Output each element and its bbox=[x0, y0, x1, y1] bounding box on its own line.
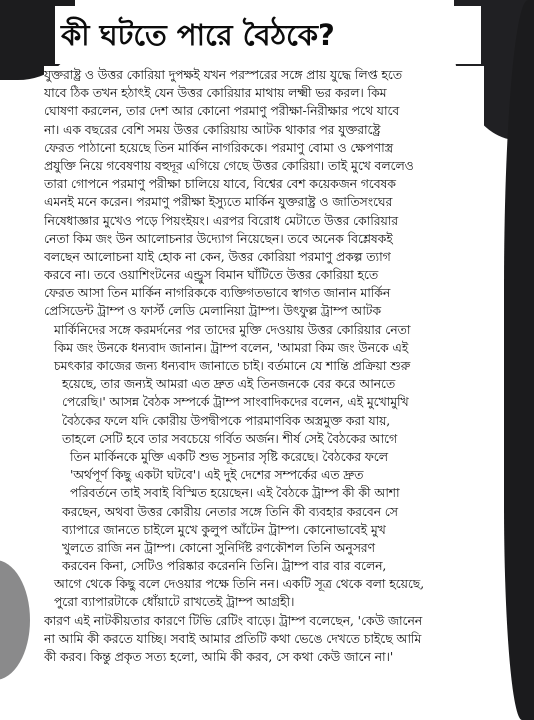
body-line: পেরেছি।' আসন্ন বৈঠক সম্পর্কে ট্রাম্প সাংবাদিকদের বলেন, এই মুখোমুখি bbox=[62, 394, 409, 410]
body-line: না। এক বছরের বেশি সময় উত্তর কোরিয়ায় আটক থাকার পর যুক্তরাষ্ট্রে bbox=[44, 121, 381, 137]
body-line: আগে থেকে কিছু বলে দেওয়ার পক্ষে তিনি নন। একটি সূত্র থেকে বলা হয়েছে, bbox=[54, 576, 425, 592]
body-line: করছেন, অথবা উত্তর কোরীয় নেতার সঙ্গে তিনি কী ব্যবহার করবেন সে bbox=[62, 503, 398, 519]
article-body bbox=[44, 66, 484, 716]
body-line: করবেন কিনা, সেটিও পরিষ্কার করেননি তিনি। ট্রাম্প বার বার বলেন, bbox=[62, 558, 387, 574]
body-line: হয়েছে, তার জন্যই আমরা এত দ্রুত এই তিনজনকে বের করে আনতে bbox=[62, 376, 396, 392]
body-line: খুলতে রাজি নন ট্রাম্প। কোনো সুনির্দিষ্ট রণকৌশল তিনি অনুসরণ bbox=[62, 539, 375, 555]
body-line: কী করব। কিন্তু প্রকৃত সত্য হলো, আমি কী করব, সে কথা কেউ জানে না।' bbox=[44, 649, 394, 664]
body-line: যাবে ঠিক তখন হঠাৎই যেন উত্তর কোরিয়ার মাথায় লক্ষ্মী ভর করল। কিম bbox=[44, 85, 387, 101]
article-headline: কী ঘটতে পারে বৈঠকে? bbox=[55, 6, 481, 64]
body-line: যুক্তরাষ্ট্র ও উত্তর কোরিয়া দুপক্ষই যখন পরস্পরের সঙ্গে প্রায় যুদ্ধে লিপ্ত হতে bbox=[44, 67, 402, 82]
body-line: বলছেন আলোচনা যাই হোক না কেন, উত্তর কোরিয়া পরমাণু প্রকল্প ত্যাগ bbox=[44, 248, 391, 264]
body-line: তিন মার্কিনকে মুক্তি একটি শুভ সূচনার সৃষ্টি করেছে। বৈঠকের ফলে bbox=[70, 448, 388, 464]
body-line: কারণ এই নাটকীয়তার কারণে টিভি রেটিং বাড়ে। ট্রাম্প বলেছেন, 'কেউ জানেন bbox=[44, 612, 423, 628]
body-line: নিষেধাজ্ঞার মুখেও পড়ে পিয়ংইয়ং। এরপর বিরোধ মেটাতে উত্তর কোরিয়ার bbox=[44, 212, 398, 228]
body-line: চমৎকার কাজের জন্য ধন্যবাদ জানাতে চাই। বর্তমানে যে শান্তি প্রক্রিয়া শুরু bbox=[54, 358, 411, 373]
body-line: প্রেসিডেন্ট ট্রাম্প ও ফার্স্ট লেডি মেলানিয়া ট্রাম্প। উৎফুল্ল ট্রাম্প আটক bbox=[44, 303, 381, 319]
body-line: পরিবর্তনে তাই সবাই বিস্মিত হয়েছেন। এই বৈঠকে ট্রাম্প কী কী আশা bbox=[70, 485, 400, 501]
body-line: ঘোষণা করলেন, তার দেশ আর কোনো পরমাণু পরীক্ষা-নিরীক্ষার পথে যাবে bbox=[44, 103, 400, 119]
body-line: কিম জং উনকে ধন্যবাদ জানান। ট্রাম্প বলেন, 'আমরা কিম জং উনকে এই bbox=[54, 339, 409, 355]
body-line: পুরো ব্যাপারটাকে ধোঁয়াটে রাখতেই ট্রাম্প আগ্রহী। bbox=[54, 594, 295, 610]
body-line: না আমি কী করতে যাচ্ছি। সবাই আমার প্রতিটি কথা ভেঙে দেখতে চাইছে আমি bbox=[44, 630, 422, 646]
body-line: মার্কিনিদের সঙ্গে করমর্দনের পর তাদের মুক্তি দেওয়ায় উত্তর কোরিয়ার নেতা bbox=[54, 321, 411, 337]
body-line: বৈঠকের ফলে যদি কোরীয় উপদ্বীপকে পারমাণবিক অস্ত্রমুক্ত করা যায়, bbox=[62, 412, 391, 428]
body-line: তারা গোপনে পরমাণু পরীক্ষা চালিয়ে যাবে, বিশ্বের বেশ কয়েকজন গবেষক bbox=[44, 176, 396, 192]
photo-silhouette-right bbox=[504, 0, 534, 720]
body-line: করবে না। তবে ওয়াশিংটনের এন্ড্রুস বিমান ঘাঁটিতে উত্তর কোরিয়া হতে bbox=[44, 267, 379, 283]
body-line: নেতা কিম জং উন আলোচনার উদ্যোগ নিয়েছেন। তবে অনেক বিশ্লেষকই bbox=[44, 230, 393, 246]
body-line: এমনই মনে করেন। পরমাণু পরীক্ষা ইস্যুতে মার্কিন যুক্তরাষ্ট্র ও জাতিসংঘের bbox=[44, 194, 393, 210]
body-line: প্রযুক্তি নিয়ে গবেষণায় বহুদূর এগিয়ে গেছে উত্তর কোরিয়া। তাই মুখে বললেও bbox=[44, 157, 414, 173]
body-line: তাহলে সেটি হবে তার সবচেয়ে গর্বিত অর্জন। শীর্ষ সেই বৈঠকের আগে bbox=[62, 430, 398, 446]
body-line: ফেরত পাঠানো হয়েছে তিন মার্কিন নাগরিককে। পরমাণু বোমা ও ক্ষেপণাস্ত্র bbox=[44, 139, 394, 155]
body-line: ফেরত আসা তিন মার্কিন নাগরিককে ব্যক্তিগতভাবে স্বাগত জানান মার্কিন bbox=[44, 285, 391, 301]
body-line: 'অর্থপূর্ণ কিছু একটা ঘটবে'। এই দুই দেশের সম্পর্কের এত দ্রুত bbox=[70, 467, 364, 483]
body-line: ব্যাপারে জানতে চাইলে মুখে কুলুপ আঁটেন ট্রাম্প। কোনোভাবেই মুখ bbox=[62, 521, 386, 537]
photo-silhouette-left-lower bbox=[0, 560, 30, 680]
